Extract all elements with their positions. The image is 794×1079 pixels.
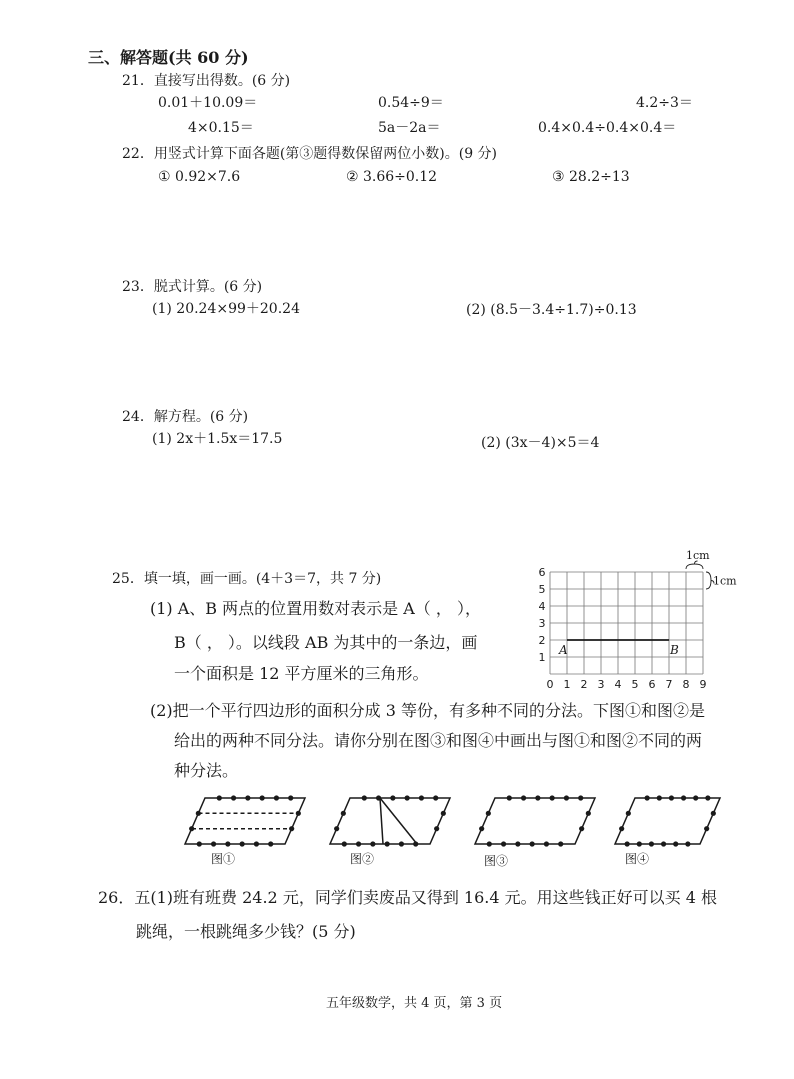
figure-3-dot	[487, 841, 492, 846]
figure-1-dot	[245, 795, 250, 800]
figure-3-dot	[521, 795, 526, 800]
figure-2-divider-right	[380, 798, 417, 844]
q23-item-1: (1) 20.24×99＋20.24	[152, 301, 300, 317]
figure-2-dot	[356, 841, 361, 846]
figure-3-dot	[535, 795, 540, 800]
x-tick-label: 4	[614, 678, 622, 691]
y-tick-label: 5	[538, 583, 546, 596]
figure-3-dot	[479, 826, 484, 831]
x-tick-label: 9	[699, 678, 707, 691]
figure-2-dot	[376, 795, 381, 800]
point-b-label: B	[670, 643, 679, 657]
figure-4-dot	[685, 841, 690, 846]
q23-title: 23．脱式计算。(6 分)	[122, 279, 263, 295]
figure-3-dot	[515, 841, 520, 846]
figure-1-dot	[260, 795, 265, 800]
figure-1-parallelogram	[185, 798, 305, 844]
x-tick-label: 1	[563, 678, 571, 691]
page-footer: 五年级数学，共 4 页，第 3 页	[326, 996, 503, 1011]
figure-2-dot	[390, 795, 395, 800]
figure-1-dot	[217, 795, 222, 800]
figure-1-label: 图①	[211, 852, 236, 866]
figure-3-label: 图③	[484, 854, 509, 868]
q25-part2-line-3: 种分法。	[174, 761, 239, 780]
q21-item-3: 4.2÷3＝	[636, 95, 693, 111]
q21-title: 21．直接写出得数。(6 分)	[122, 73, 291, 89]
figure-4-dot	[626, 811, 631, 816]
figure-2-dot	[399, 841, 404, 846]
q21-item-2: 0.54÷9＝	[378, 95, 444, 111]
y-tick-label: 4	[538, 600, 546, 613]
y-tick-label: 1	[538, 651, 546, 664]
figure-2-dot	[342, 841, 347, 846]
figure-4-dot	[649, 841, 654, 846]
figure-2-dot	[385, 841, 390, 846]
y-tick-label: 2	[538, 634, 546, 647]
q24-item-2: (2) (3x－4)×5＝4	[481, 435, 600, 451]
q22-item-3: ③ 28.2÷13	[552, 169, 630, 185]
x-tick-label: 2	[580, 678, 588, 691]
q25-part2-line-1: (2)把一个平行四边形的面积分成 3 等份，有多种不同的分法。下图①和图②是	[150, 701, 706, 720]
figure-1-dot	[296, 811, 301, 816]
figure-4-dot	[657, 795, 662, 800]
figure-4-dot	[693, 795, 698, 800]
figure-2-label: 图②	[350, 852, 375, 866]
q26-line-1: 26．五(1)班有班费 24.2 元，同学们卖废品又得到 16.4 元。用这些钱正好可以买 4 根	[98, 888, 717, 907]
y-tick-label: 3	[538, 617, 546, 630]
figure-1-dot	[196, 811, 201, 816]
figure-3-dot	[550, 795, 555, 800]
figure-2-parallelogram	[330, 798, 450, 844]
figure-1-dot	[225, 841, 230, 846]
figure-1-dot	[254, 841, 259, 846]
figure-4-dot	[661, 841, 666, 846]
q23-item-2: (2) (8.5－3.4÷1.7)÷0.13	[466, 302, 637, 318]
q21-item-1: 0.01＋10.09＝	[158, 95, 258, 111]
figure-4-dot	[705, 795, 710, 800]
figure-3-dot	[507, 795, 512, 800]
q21-item-5: 5a－2a＝	[378, 120, 441, 136]
figure-4-label: 图④	[625, 852, 650, 866]
q21-item-6: 0.4×0.4÷0.4×0.4＝	[538, 120, 677, 136]
x-tick-label: 0	[546, 678, 554, 691]
figure-3-dot	[578, 795, 583, 800]
figure-2-dot	[405, 795, 410, 800]
q25-part1-line-3: 一个面积是 12 平方厘米的三角形。	[174, 664, 429, 683]
q22-item-1: ① 0.92×7.6	[158, 169, 241, 185]
x-tick-label: 5	[631, 678, 639, 691]
x-tick-label: 8	[682, 678, 690, 691]
y-tick-label: 6	[538, 566, 546, 579]
figure-1-dot	[231, 795, 236, 800]
figure-2-dot	[334, 826, 339, 831]
q25-title: 25．填一填，画一画。(4＋3＝7，共 7 分)	[112, 571, 382, 587]
figure-3-dot	[486, 811, 491, 816]
figure-3-dot	[530, 841, 535, 846]
point-a-label: A	[559, 643, 568, 657]
q25-part2-line-2: 给出的两种不同分法。请你分别在图③和图④中画出与图①和图②不同的两	[174, 731, 703, 750]
figure-1-dot	[289, 826, 294, 831]
figure-3-dot	[564, 795, 569, 800]
figure-2-dot	[362, 795, 367, 800]
q24-item-1: (1) 2x＋1.5x＝17.5	[152, 431, 283, 447]
figure-4-dot	[625, 841, 630, 846]
figure-2-dot	[370, 841, 375, 846]
x-tick-label: 6	[648, 678, 656, 691]
figure-2-divider-left	[380, 798, 383, 844]
figure-1-dot	[274, 795, 279, 800]
figure-2-dot	[341, 811, 346, 816]
figure-4-dot	[619, 826, 624, 831]
figure-4-dot	[673, 841, 678, 846]
unit-width-label: 1cm	[686, 549, 710, 562]
figure-4-dot	[711, 811, 716, 816]
unit-bracket-top	[686, 561, 703, 569]
figure-4-dot	[681, 795, 686, 800]
figure-4-dot	[704, 826, 709, 831]
figure-2-dot	[434, 826, 439, 831]
parallelogram-figures	[160, 788, 760, 870]
q25-part1-line-1: (1) A、B 两点的位置用数对表示是 A（ ， ），	[150, 599, 481, 618]
unit-height-label: 1cm	[713, 574, 737, 588]
figure-4-dot	[637, 841, 642, 846]
q21-item-4: 4×0.15＝	[188, 120, 254, 136]
figure-3-dot	[501, 841, 506, 846]
figure-1-dot	[189, 826, 194, 831]
figure-2-dot	[419, 795, 424, 800]
x-tick-label: 3	[597, 678, 605, 691]
figure-2-dot	[433, 795, 438, 800]
figure-3-dot	[544, 841, 549, 846]
figure-3-dot	[558, 841, 563, 846]
figure-4-dot	[669, 795, 674, 800]
figure-1-dot	[197, 841, 202, 846]
figure-3-dot	[586, 811, 591, 816]
figure-1-dot	[268, 841, 273, 846]
figure-3-dot	[579, 826, 584, 831]
q25-part1-line-2: B（ ， ）。以线段 AB 为其中的一条边，画	[174, 633, 478, 652]
x-tick-label: 7	[665, 678, 673, 691]
q22-title: 22．用竖式计算下面各题(第③题得数保留两位小数)。(9 分)	[122, 146, 498, 162]
q22-item-2: ② 3.66÷0.12	[346, 169, 438, 185]
figure-4-dot	[645, 795, 650, 800]
figure-1-dot	[211, 841, 216, 846]
figure-4-parallelogram	[615, 798, 720, 844]
figure-3-parallelogram	[475, 798, 595, 844]
figure-2-dot	[413, 841, 418, 846]
coordinate-grid	[530, 549, 770, 710]
figure-2-dot	[441, 811, 446, 816]
figure-1-dot	[240, 841, 245, 846]
q26-line-2: 跳绳，一根跳绳多少钱？(5 分)	[136, 922, 356, 941]
figure-1-dot	[288, 795, 293, 800]
section-title: 三、解答题(共 60 分)	[88, 48, 249, 67]
q24-title: 24．解方程。(6 分)	[122, 409, 249, 425]
